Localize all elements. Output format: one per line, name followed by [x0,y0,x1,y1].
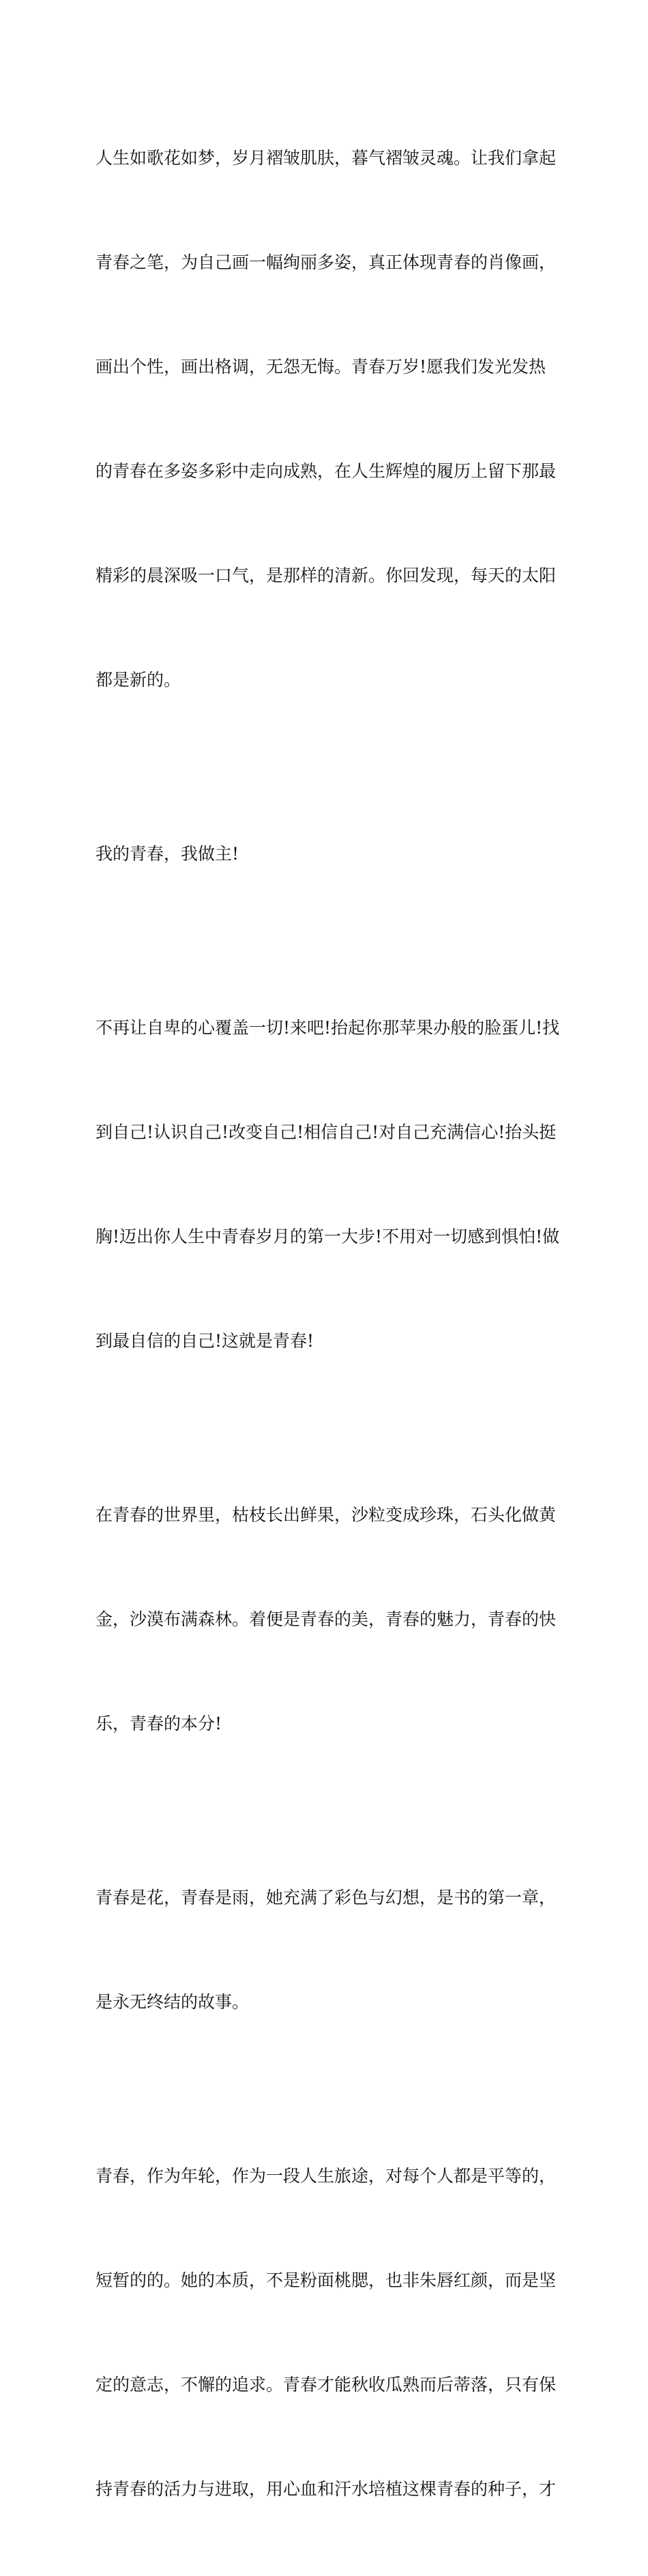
text-line: 在青春的世界里，枯枝长出鲜果，沙粒变成珍珠，石头化做黄 [95,1505,557,1525]
document-body [95,71,560,2576]
text-line: 是永无终结的故事。 [95,1992,250,2012]
text-line: 青春，作为年轮，作为一段人生旅途，对每个人都是平等的， [95,2166,557,2186]
text-line: 的青春在多姿多彩中走向成熟，在人生辉煌的履历上留下那最 [95,461,557,481]
text-line: 到最自信的自己!这就是青春! [95,1331,314,1351]
paragraph-2 [95,767,557,941]
text-line: 人生如歌花如梦，岁月褶皱肌肤，暮气褶皱灵魂。让我们拿起 [95,148,557,168]
text-line: 定的意志，不懈的追求。青春才能秋收瓜熟而后蒂落，只有保 [95,2375,557,2395]
text-line: 乐，青春的本分! [95,1714,222,1733]
text-line: 持青春的活力与进取，用心血和汗水培植这棵青春的种子，才 [95,2479,557,2499]
text-line: 不再让自卑的心覆盖一切!来吧!抬起你那苹果办般的脸蛋儿!找 [95,1018,560,1038]
text-line: 胸!迈出你人生中青春岁月的第一大步!不用对一切感到惧怕!做 [95,1227,560,1246]
text-line: 我的青春，我做主! [95,844,239,864]
text-line: 青春之笔，为自己画一幅绚丽多姿，真正体现青春的肖像画， [95,252,557,272]
text-line: 短暂的的。她的本质，不是粉面桃腮，也非朱唇红颜，而是坚 [95,2270,557,2290]
paragraph-3 [95,941,560,1428]
paragraph-5 [95,1811,557,2089]
text-line: 都是新的。 [95,670,181,690]
paragraph-6 [95,2089,557,2576]
paragraph-1 [95,71,557,767]
text-line: 画出个性，画出格调，无怨无悔。青春万岁!愿我们发光发热 [95,357,546,377]
text-line: 到自己!认识自己!改变自己!相信自己!对自己充满信心!抬头挺 [95,1122,557,1142]
text-line: 精彩的晨深吸一口气，是那样的清新。你回发现，每天的太阳 [95,566,557,585]
paragraph-4 [95,1428,557,1811]
text-line: 金，沙漠布满森林。着便是青春的美，青春的魅力，青春的快 [95,1609,557,1629]
text-line: 青春是花，青春是雨，她充满了彩色与幻想，是书的第一章， [95,1888,557,1907]
